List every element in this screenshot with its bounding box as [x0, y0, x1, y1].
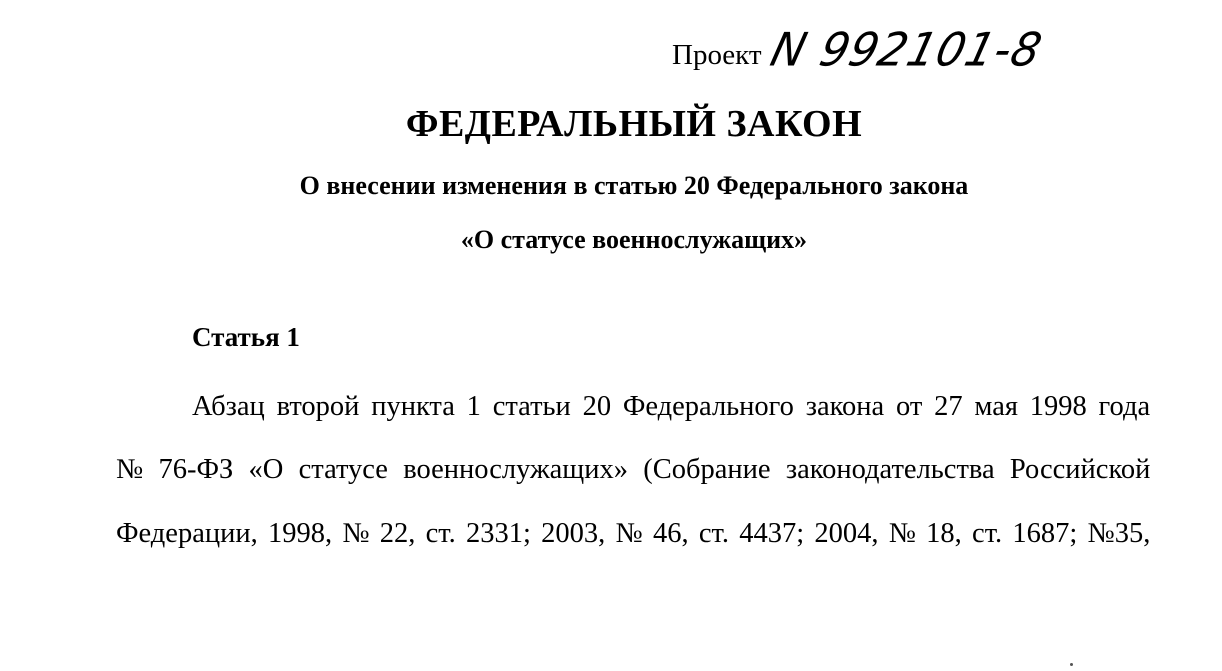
- article-text-line-2: № 76-ФЗ «О статусе военнослужащих» (Собрание законодательства Российской: [116, 454, 1151, 485]
- handwritten-project-number: N 992101-8: [765, 23, 1048, 78]
- law-subtitle-line-1: О внесении изменения в статью 20 Федерального закона: [299, 171, 969, 200]
- law-title: ФЕДЕРАЛЬНЫЙ ЗАКОН: [405, 103, 863, 145]
- law-subtitle-line-2: «О статусе военнослужащих»: [460, 225, 808, 254]
- project-label: Проект: [672, 39, 762, 71]
- article-text-line-1: Абзац второй пункта 1 статьи 20 Федерального закона от 27 мая 1998 года: [192, 391, 1151, 422]
- article-text-line-3: Федерации, 1998, № 22, ст. 2331; 2003, № 46, ст. 4437; 2004, № 18, ст. 1687; №35,: [116, 518, 1151, 549]
- article-heading: Статья 1: [192, 322, 300, 352]
- scan-speck: [1070, 663, 1073, 666]
